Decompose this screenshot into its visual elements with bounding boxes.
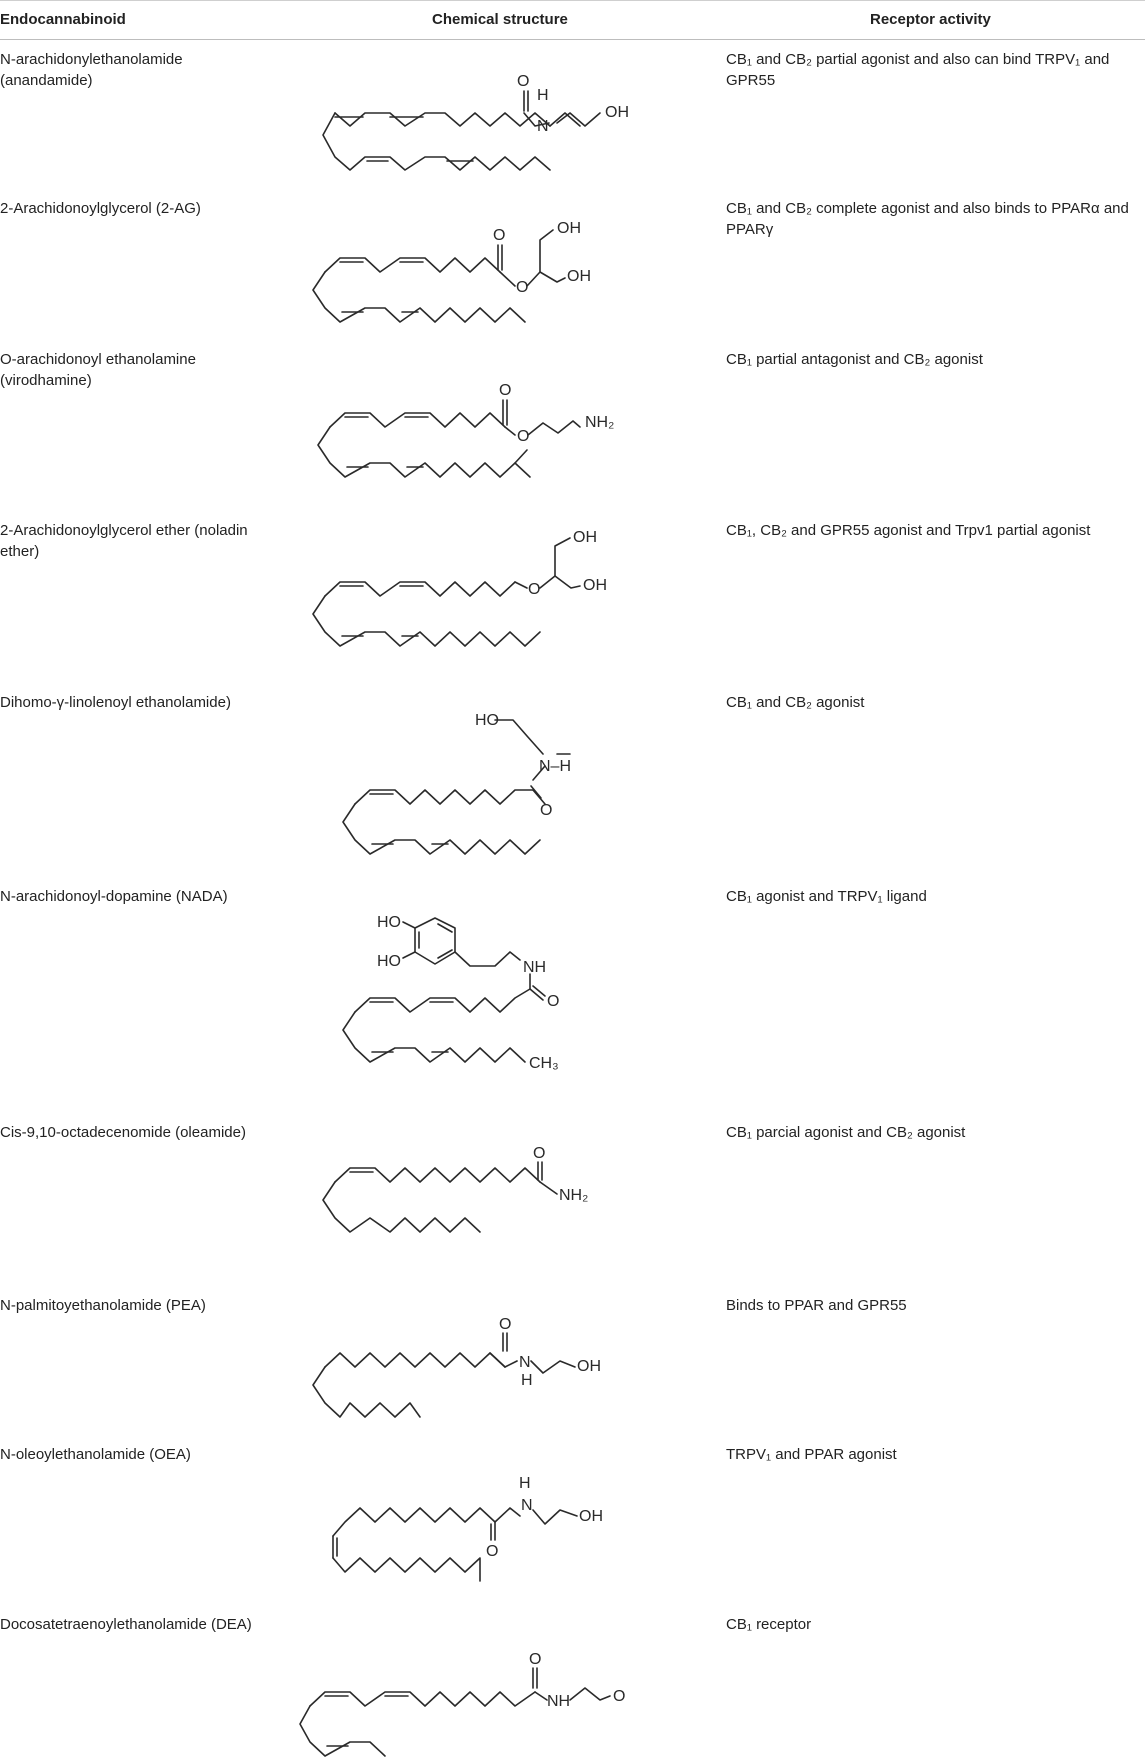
structure-svg [295, 73, 715, 203]
atom-label: O [613, 1688, 626, 1705]
atom-label: O [528, 581, 541, 598]
chemical-structure [295, 1315, 715, 1425]
receptor-activity: CB₁ receptor [726, 1616, 812, 1633]
atom-label: NH₂ [585, 414, 615, 431]
chemical-structure [295, 714, 715, 864]
endocannabinoid-name: N-oleoylethanolamide (OEA) [0, 1446, 191, 1463]
atom-label: OH [579, 1508, 603, 1525]
receptor-activity: TRPV₁ and PPAR agonist [726, 1446, 897, 1463]
atom-label: OH [557, 220, 581, 237]
atom-label: H [519, 1475, 531, 1492]
atom-label: OH [583, 577, 607, 594]
atom-label: HO [377, 953, 401, 970]
atom-label: NH [523, 959, 547, 976]
atom-label: N [519, 1354, 531, 1371]
chemical-structure [295, 529, 715, 656]
atom-label: O [499, 1316, 512, 1333]
endocannabinoid-name: Dihomo-γ-linolenoyl ethanolamide) [0, 694, 231, 711]
atom-label: OH [567, 268, 591, 285]
structure-svg [295, 382, 715, 495]
atom-label: CH₃ [529, 1055, 559, 1072]
chemical-structure [295, 1651, 715, 1759]
receptor-activity: CB₁ and CB₂ partial agonist and also can bind TRPV₁ and GPR55 [726, 51, 1110, 89]
structure-svg [295, 914, 715, 1084]
atom-label: HO [377, 914, 401, 931]
atom-label: O [486, 1543, 499, 1560]
endocannabinoid-name: Cis-9,10-octadecenomide (oleamide) [0, 1124, 246, 1141]
atom-label: N [537, 118, 549, 135]
receptor-activity: CB₁ parcial agonist and CB₂ agonist [726, 1124, 966, 1141]
atom-label: O [517, 428, 530, 445]
atom-label: O [516, 279, 529, 296]
atom-label: O [517, 73, 530, 90]
receptor-activity: CB₁ and CB₂ complete agonist and also binds to PPARα and PPARγ [726, 200, 1129, 238]
chemical-structure [295, 1466, 715, 1606]
header-endocannabinoid: Endocannabinoid [0, 11, 126, 28]
atom-label: NH [547, 1693, 571, 1710]
chemical-structure [295, 914, 715, 1084]
atom-label: O [529, 1651, 542, 1668]
structure-svg [295, 1651, 715, 1759]
atom-label: NH₂ [559, 1187, 589, 1204]
receptor-activity: CB₁ partial antagonist and CB₂ agonist [726, 351, 983, 368]
structure-svg [295, 714, 715, 864]
table-top-border [0, 0, 1145, 1]
endocannabinoid-name: 2-Arachidonoylglycerol ether (noladin ether) [0, 522, 248, 560]
atom-label: OH [573, 529, 597, 546]
atom-label: O [540, 802, 553, 819]
receptor-activity: Binds to PPAR and GPR55 [726, 1297, 907, 1314]
endocannabinoid-name: N-palmitoyethanolamide (PEA) [0, 1297, 206, 1314]
endocannabinoid-name: N-arachidonoyl-dopamine (NADA) [0, 888, 228, 905]
atom-label: OH [605, 104, 629, 121]
endocannabinoid-name: N-arachidonylethanolamide (anandamide) [0, 51, 183, 89]
atom-label: O [533, 1145, 546, 1162]
structure-svg [295, 210, 715, 340]
receptor-activity: CB₁ and CB₂ agonist [726, 694, 865, 711]
atom-label: OH [577, 1358, 601, 1375]
atom-label: H [537, 87, 549, 104]
chemical-structure [295, 73, 715, 203]
endocannabinoid-name: Docosatetraenoylethanolamide (DEA) [0, 1616, 252, 1633]
structure-svg [295, 1466, 715, 1606]
header-receptor-activity: Receptor activity [870, 11, 991, 28]
structure-svg [295, 529, 715, 656]
header-chemical-structure: Chemical structure [432, 11, 568, 28]
chemical-structure [295, 1145, 715, 1252]
header-divider [0, 39, 1145, 40]
atom-label: O [499, 382, 512, 399]
chemical-structure [295, 210, 715, 340]
atom-label: N [521, 1497, 533, 1514]
atom-label: H [521, 1372, 533, 1389]
chemical-structure [295, 382, 715, 495]
atom-label: O [547, 993, 560, 1010]
receptor-activity: CB₁, CB₂ and GPR55 agonist and Trpv1 partial agonist [726, 522, 1091, 539]
atom-label: N–H [539, 758, 572, 775]
structure-svg [295, 1315, 715, 1425]
atom-label: HO [475, 712, 499, 729]
structure-svg [295, 1145, 715, 1252]
endocannabinoid-name: 2-Arachidonoylglycerol (2-AG) [0, 200, 201, 217]
atom-label: O [493, 227, 506, 244]
endocannabinoid-name: O-arachidonoyl ethanolamine (virodhamine) [0, 351, 196, 389]
receptor-activity: CB₁ agonist and TRPV₁ ligand [726, 888, 927, 905]
